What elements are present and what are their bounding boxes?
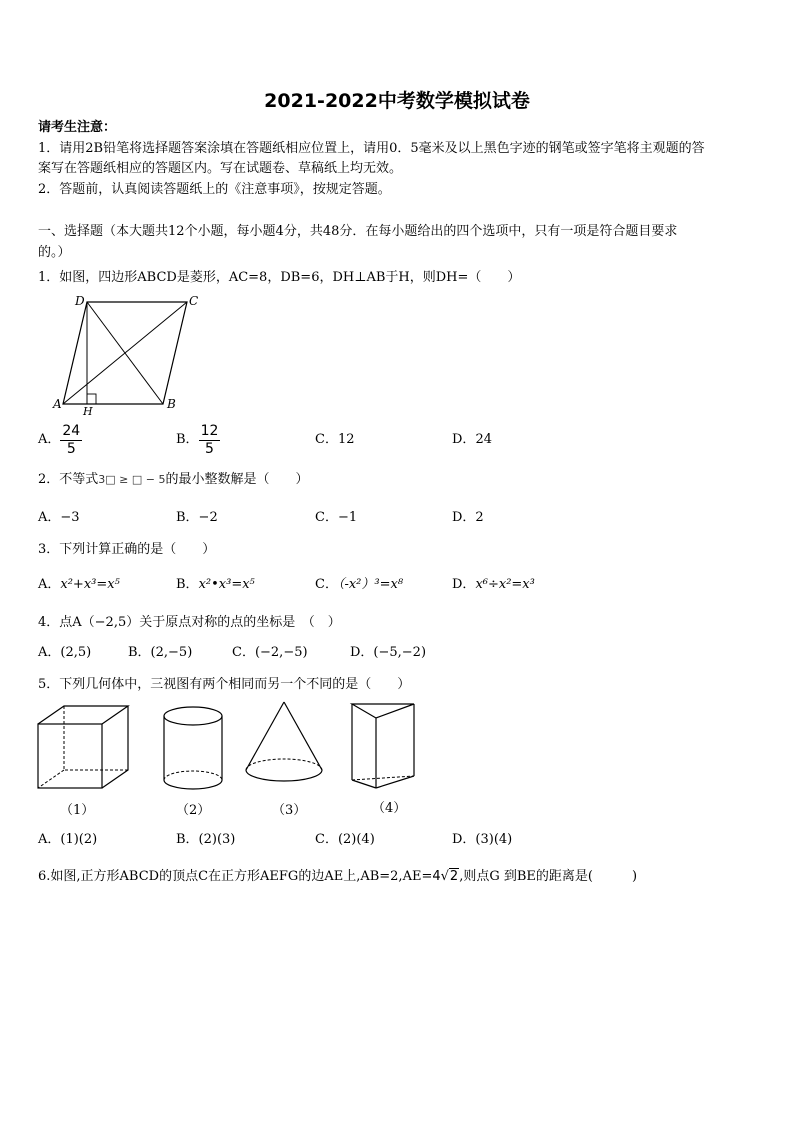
notice-item-1-line-1: 1．请用2B铅笔将选择题答案涂填在答题纸相应位置上，请用0．5毫米及以上黑色字迹的钢笔或签字笔将主观题的答 — [38, 141, 705, 156]
figure-caption-1: （1） — [60, 803, 95, 818]
notice-item-2: 2．答题前，认真阅读答题纸上的《注意事项》，按规定答题。 — [38, 182, 391, 197]
label-b: B — [167, 397, 176, 411]
q3-option-c[interactable]: C．（-x²）³=x⁸ — [315, 577, 404, 592]
notice-item-1-line-2: 案写在答题纸相应的答题区内。写在试题卷、草稿纸上均无效。 — [38, 161, 403, 176]
question-6-stem: 6.如图,正方形ABCD的顶点C在正方形AEFG的边AE上,AB=2,AE=4√2,则点G 到BE的距离是( ) — [38, 869, 638, 884]
sqrt-expression: 4√2 — [432, 869, 459, 884]
fraction: $\frac{12}{5}$ — [200, 422, 219, 457]
q1-option-b[interactable]: B． $\frac{12}{5}$ — [176, 422, 219, 457]
q4-option-d[interactable]: D．(−5,−2) — [350, 645, 427, 660]
section-heading-line-2: 的。） — [38, 245, 71, 260]
q3-option-b[interactable]: B．x²•x³=x⁵ — [176, 577, 255, 592]
figure-caption-3: （3） — [272, 803, 307, 818]
q1-option-d[interactable]: D．24 — [452, 432, 492, 447]
section-heading-line-1: 一、选择题（本大题共12个小题，每小题4分，共48分．在每小题给出的四个选项中，只有一项是符合题目要求 — [38, 224, 678, 239]
q2-option-b[interactable]: B．−2 — [176, 510, 218, 525]
question-4-stem: 4．点A（−2,5）关于原点对称的点的坐标是 （ ） — [38, 615, 341, 630]
q5-option-d[interactable]: D．(3)(4) — [452, 832, 513, 847]
figure-caption-4: （4） — [372, 801, 407, 816]
label-h: H — [83, 405, 93, 418]
label-d: D — [75, 294, 85, 308]
notice-heading: 请考生注意： — [38, 120, 117, 135]
figure-caption-2: （2） — [176, 803, 211, 818]
q1-option-c[interactable]: C．12 — [315, 432, 355, 447]
diagonal-db — [87, 302, 163, 404]
q4-option-a[interactable]: A．(2,5) — [38, 645, 92, 660]
q5-option-a[interactable]: A．(1)(2) — [38, 832, 98, 847]
page-title: 2021-2022中考数学模拟试卷 — [264, 90, 530, 112]
question-1-stem: 1．如图，四边形ABCD是菱形，AC=8，DB=6，DH⊥AB于H，则DH=（ ） — [38, 270, 521, 285]
right-angle-mark — [87, 394, 96, 404]
q3-option-a[interactable]: A．x²+x³=x⁵ — [38, 577, 120, 592]
q5-option-b[interactable]: B．(2)(3) — [176, 832, 236, 847]
rhombus-figure — [45, 290, 205, 420]
question-2-stem: 2．不等式3□ ≥ □ − 5的最小整数解是（ ） — [38, 472, 309, 487]
label-a: A — [53, 397, 62, 411]
q2-option-d[interactable]: D．2 — [452, 510, 484, 525]
prism-figure — [348, 700, 422, 792]
q2-option-c[interactable]: C．−1 — [315, 510, 358, 525]
q4-option-c[interactable]: C．(−2,−5) — [232, 645, 308, 660]
q1-option-a[interactable]: A． $\frac{24}{5}$ — [38, 422, 81, 457]
question-3-stem: 3．下列计算正确的是（ ） — [38, 542, 216, 557]
question-5-stem: 5．下列几何体中，三视图有两个相同而另一个不同的是（ ） — [38, 677, 411, 692]
fraction: $\frac{24}{5}$ — [62, 422, 81, 457]
q5-option-c[interactable]: C．(2)(4) — [315, 832, 375, 847]
cube-figure — [36, 704, 132, 792]
cone-figure — [243, 700, 327, 786]
q4-option-b[interactable]: B．(2,−5) — [128, 645, 193, 660]
q3-option-d[interactable]: D．x⁶÷x²=x³ — [452, 577, 535, 592]
label-c: C — [189, 294, 199, 308]
q2-option-a[interactable]: A．−3 — [38, 510, 80, 525]
cylinder-figure — [160, 704, 226, 794]
inequality-expression: 3□ ≥ □ − 5 — [98, 473, 166, 486]
